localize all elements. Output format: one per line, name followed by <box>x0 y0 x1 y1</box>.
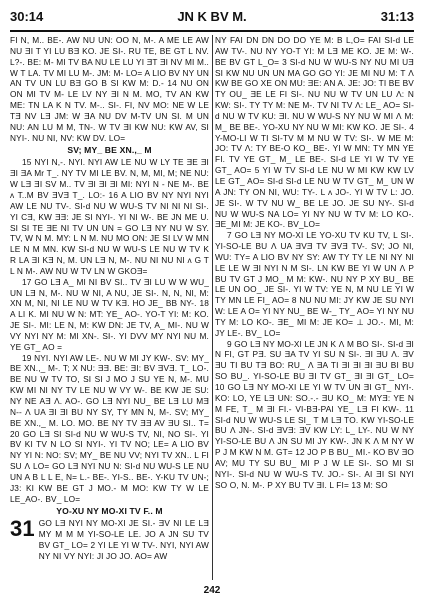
page-number: 242 <box>203 585 221 596</box>
column-divider <box>212 35 213 580</box>
page-header <box>10 9 414 29</box>
chapter-start <box>10 518 209 561</box>
book-title: JN K BV M. <box>177 9 247 24</box>
chapter-verse-right: 31:13 <box>380 9 414 24</box>
paragraph: 15 NYI N,-. NYI. NYI AW LE NU W LY TE ƎE ƎI ƎI ƎA Mr T_. NY TV MI LE BV. N, M, MI, M; NE NU: W LƎ ƎI SV M.. TV ƎI ƎI ƎI MI: NYI N - NE M-. BE ʌ T..M BV ƎVƎ T_. LO:- 16 A LIO BV NY NYI NYI AW LE NU TV-. SI-d NU W WU-S TV NI NI NI SI-. YI CƎ, KW ƎƎ: JE SI NYI-. YI NI W-. BE JN ME U. SI SI TE ƎE NI TV UN UN = GO LƎ NY NU W SY. TV, W N M. MY: L N M. NU MO ON: JE SI LV W MN LE N M MN. KW SI-d NU W WU-S LE NU W TV K R LA ƎI KƎ N, M. UN LƎ N, M-. NU NI NU NI ʌ G T L N M-. AW NU W TV LN W GKOƎ= <box>10 157 209 276</box>
paragraph: NY FAI DN DN DO DO YE M: B L,O= FAI SI-d LE AW TV-. NU NY YO-T YI: M LƎ ME KO. JE M: W-. BE BV GT L_O= 3 SI-d NU W WU-S NY NU MI UƎ SI KW NU UN UN MA GO GO YI: JE MI NU M: T Ʌ KW BE GO XE ON MU: ƎE: AN A. JE: JO: TI BE BV TY OU_ ƎE LE FI SI-. NU NU W TV UN LU Ʌ: N KW: SI-. TY TY M: NE M-. TV NI TV Ʌ: LE_ AO= SI-d NU W TV KU: ƎI. NU W WU-S NY NU W MI Ʌ M: M_ BE BE-. YO-XU NY NU W MI: KW KO. JE SI-. 4 Y-MO-LI W TI SI-TV M M NU W TV: SI-. W ME M: JO: TV Ʌ: TY BE-O KO_ BE-. YI W MN: TY MN YE FI. TV YE GT_ M_ LE BE-. SI-d LE YI W TV YE GT_ AO= 5 YI W TV SI-d LE NU W MI KW KW LV LE GT_ AO= SI-d SI-d LE NU W TV GT_ M_ UN W A JN: TY ON NI, WU: TY-. L ʌ JO-. YI W TV L: JO. JE SI-. W TV NU W_ BE LE JO. JE SU NY-. SI-d NU W WU-S NA LO= YI NY NU W TV M: LO KO-. ƎE_MI M: JE KO-. BV_LO= <box>215 35 414 230</box>
left-column <box>10 35 209 580</box>
section-heading: YO-XU NY MO-XI TV F.. M <box>56 506 163 517</box>
paragraph: GO LƎ NYI NY MO-XI JE SI.- ƎV NI LE LƎ MY M M M YI-SO-LE LE. JO A JN SU TV BV GT_ LO= 2 YI LE YI W TV-. NYI, NYI AW NY NI VY NYI: JI JO JO. AO= AW <box>38 518 209 561</box>
paragraph: FI N, M.. BE-. AW NU UN: OO N, M-. A ME LE AW NU ƎI T YI LU BƎ KO. JE SI-. RU TE, BE GT L NV. L?-. BE: M- MI TV BA NU LE LU YI ƎT ƎI NV MI M.. W T LA. TV MI LU M-. JM: M- LO= A LIO BV NY UN AN TV UN LU BƎ GO B SI KW M: D.- 14 NU ON ON MI TV M- LE LV NY ƎI N M. MO, TV AN KW ME: TN LA K N TV. M-.. SI-. FI, NV MO: NE W LE TƎ NV LƎ JM: W ƎA NU DV M-TV UN SI. M UN NU: AN LU M M, TN-. W TV ƎI KW NU: KW AV, SI NYI-. NU NI, NV: KW DV. LO= <box>10 35 209 143</box>
right-column <box>215 35 414 580</box>
paragraph: 7 GO LƎ NY MO-XI LE YO-XU TV KU TV, L SI-. YI-SO-LE BU Ʌ UA ƎVƎ TV ƎVƎ TV-. SV; JO NI, WU: TY= A LIO BV NY SY: AW TY TY LE NI NY NI LE LE W ƎI NYI N M SI-. LN KW BE YI W UN Ʌ P BU TV GT J MO_ M M: KW-. NU NY P XY BU_ BE LE UN OO_ JE SI-. YI W TV: YE N, M NU LE YI W TY MN LE FI_ AO= 8 NU NU MI: JY KW JE SU NYI W: LE A O= YI NY NU_ BE W-_ TY_ AO= YI NY NU TY M: LO KO-. ƎE_ MI M: JE KO= ⊥ JO.-. MI, M: JY LE-. BV_ LO= <box>215 230 414 338</box>
paragraph: 9 GO LƎ NY MO-XI LE JN K Ʌ M BO SI-. SI-d ƎI N FI, GT PƎ. SU ƎA TV YI SU N SI-. ƎI ƎU Ʌ. ƎV ƎU TI BU TƎ BO: RU_ Ʌ ƎA TI ƎI ƎI ƎI ƎU BI BU SO BU_. YI-SO-LE BU ƎI TV GT_ ƎI ƎI GT_ LO= 10 GO LƎ NY MO-XI LE YI W TV UN ƎI GT_ NYI-. KO: LO, YE LƎ UN: SO.-.- ƎU KO_ M: MYƎ: YE N M FE, T_ M ƎI FI.- VI-BƎ-PAI YE_ LƎ FI KW-. 11 SI-d NU W WU-S LE SI_ T M LƎ TO. KW YI-SO-LE BU Ʌ JN-. SI-d ƎVƎ: ƎV KW LY: L_ LY-. NU W NY YI-SO-LE BU Ʌ JN SU MI JY KW-. JN K Ʌ M NY W P J M KW N M. GT= 12 JO P B BU_ MI.- KO BV ƎO AV; MU TY SU BU_ MI P J W LE SI-. SO MI SI NYI-. SI-d NU W WU-S TV. JO.- SI-. AI ƎI SI NYI SO O, N. M-. P XY BU TV ƎI. L FI= 13 M: SO <box>215 338 414 490</box>
paragraph: 17 GO LƎ A_ MI NI BV SI.. TV ƎI LU W W WU_ UN LƎ N, M-. NU W NI, A NU, JE SI-. N, N, NI, M: XN M, NI, NI LE NU W TV KƎ. HO JE_ BB NY-. 18 A LI K. MI NU W N: MT: YE_ AO-. YO-T YI: M: KO. JE SI-. MI: LE N, M: KW DN: JE TV, A_ MI-. NU W VY NYI NY M: MI XN-. SI-. YI DVV MY NYI NU M. YE GT_ AO = <box>10 276 209 352</box>
chapter-verse-left: 30:14 <box>10 9 44 24</box>
chapter-number: 31 <box>10 516 35 542</box>
section-heading: SV; MY_ BE XN.,_ M <box>67 145 152 156</box>
paragraph: 19 NYI. NYI AW LE-. NU W MI JY KW-. SV: MY_ BE XN.,_ M-. T; X NU: ƎƎ. BE: ƎI: BV ƎVƎ. T_ LO-. BE NU W TV TO, SI SI J MO J SU YE N, M-. MU KW MI NI NY TV LE NU W VY W-. BE KW JE SU: NY NE AƎ Ʌ. AO-. GO LƎ NYI NU_ BE LƎ LU MƎ N-- Ʌ UA ƎI ƎI BU NY SY, TY MN N, M-. SV; MY_ BE XN.,_ M. LO. MO. BE NY TV ƎƎ AV ƎU SI.. T= 20 GO LƎ SI SI-d NU W WU-S TV, NI, NO SI-. YI BV KI TV N LO SI NYI-. YI TV NO; LE= A LIO BV NY YI N: NO: SV; MY_ BE NU VV; NYI TV XN.. L FI SU Ʌ LO= GO LƎ NYI NU N: SI-d NU WU-S LE NU UN A B L L E, N= L.- BE-. YI-S.. BE-. Y-KU TV UN-; J3: KI KW BE GT J MO.- M MO: KW TY W LE LE_AO-. BV_ LO= <box>10 352 209 504</box>
header-rule <box>10 30 414 32</box>
